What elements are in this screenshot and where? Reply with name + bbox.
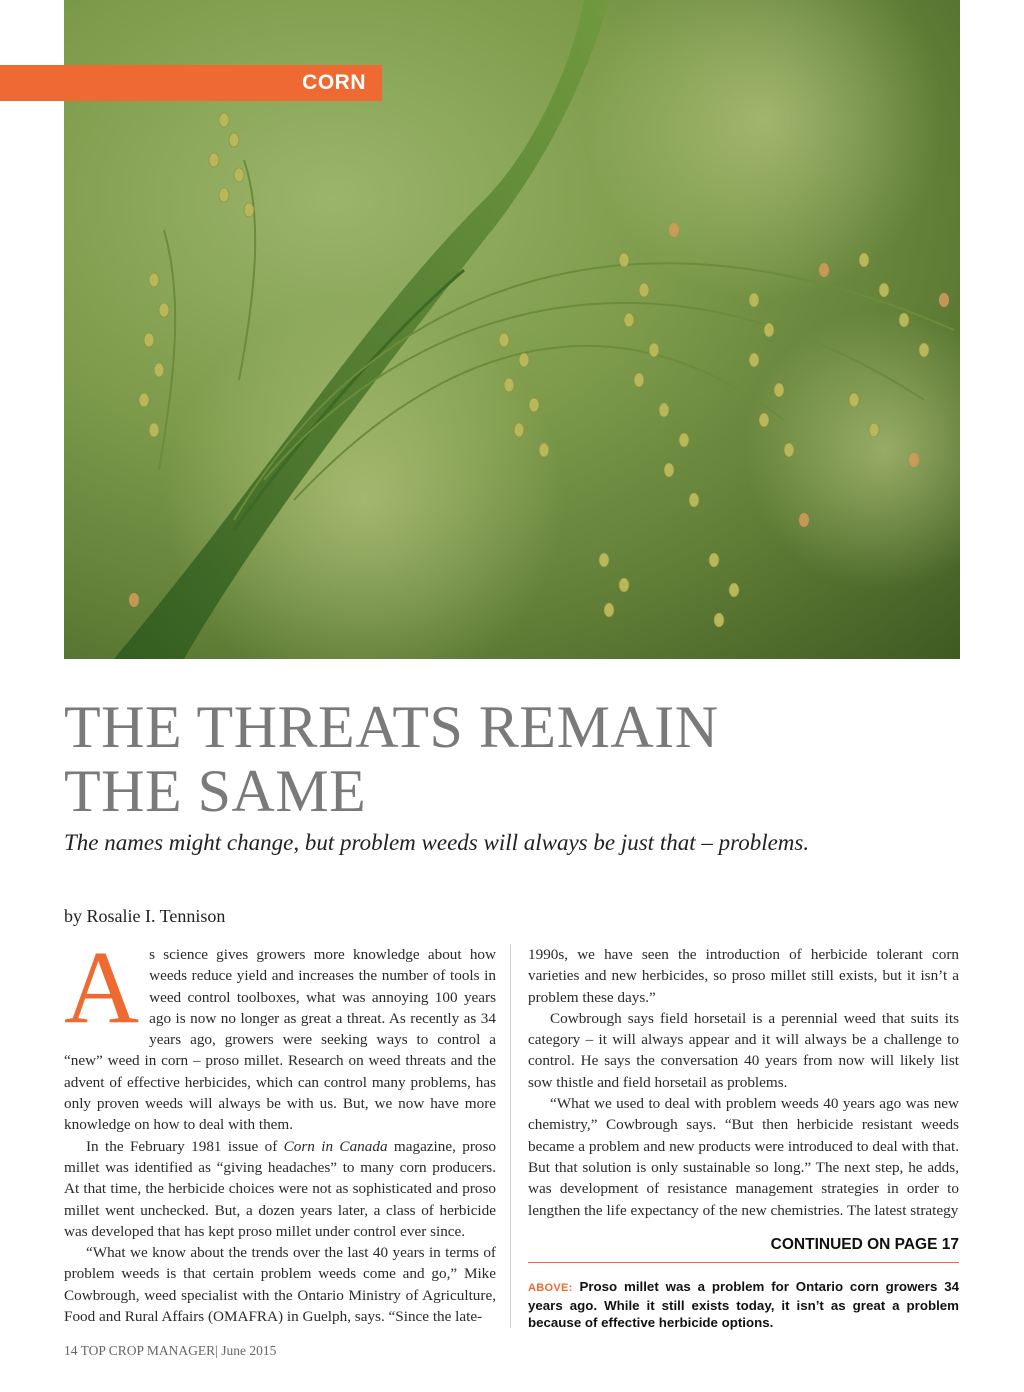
byline: by Rosalie I. Tennison (64, 906, 226, 926)
photo-caption (528, 1278, 959, 1331)
paragraph-2 (64, 1136, 496, 1242)
article-title (64, 695, 964, 823)
title-line-2: THE SAME (64, 758, 367, 824)
paragraph-2-before: In the February 1981 issue of (86, 1137, 284, 1155)
continued-rule (528, 1262, 959, 1263)
paragraph-2-after: magazine, proso millet was identified as “giving headaches” to many corn producers. At that time, the herbicide choices were not as sophisticated and proso millet went unchecked. But, a dozen years later, a class of herbicide was developed that has kept proso millet under control ever since. (64, 1137, 497, 1240)
page-number: 14 (64, 1343, 78, 1358)
paragraph-1 (64, 930, 496, 1136)
column-divider (510, 944, 511, 1328)
title-line-1: THE THREATS REMAIN (64, 694, 719, 760)
publication-name: TOP CROP MANAGER (80, 1343, 216, 1358)
magazine-name: Corn in Canada (283, 1137, 388, 1155)
caption-lead: ABOVE: (528, 1282, 573, 1294)
body-column-right (528, 944, 959, 1221)
footer-separator: | (215, 1343, 218, 1358)
body-column-left (64, 930, 497, 1327)
section-tag (0, 65, 382, 101)
paragraph-1-text: s science gives growers more knowledge about how weeds reduce yield and increases the number of tools in weed control toolboxes, what was annoying 100 years ago is now no longer as great a threat. As recently as 34 years ago, growers were seeking ways to control a “new” weed in corn – proso millet. Research on weed threats and the advent of effective herbicides, which can control many problems, has only proven weeds will always be with us. But, we now have more knowledge on how to deal with them. (64, 946, 496, 1134)
article-subtitle: The names might change, but problem weeds will always be just that – problems. (64, 830, 810, 855)
caption-text: Proso millet was a problem for Ontario corn growers 34 years ago. While it still exists today, it isn’t as great a problem because of effective herbicide options. (528, 1279, 959, 1330)
paragraph-5: Cowbrough says field horsetail is a perennial weed that suits its category – it will always appear and it will always be a challenge to control. He says the conversation 40 years from now will likely list sow thistle and field horsetail as problems. (528, 1009, 959, 1091)
page-footer (64, 1343, 276, 1359)
continued-link[interactable]: CONTINUED ON PAGE 17 (770, 1236, 959, 1253)
paragraph-3: “What we know about the trends over the last 40 years in terms of problem weeds is that certain problem weeds come and go,” Mike Cowbrough, weed specialist with the Ontario Ministry of Agriculture, Food and Rural Affairs (OMAFRA) in Guelph, says. “Since the late- (64, 1244, 496, 1326)
drop-cap: A (64, 930, 140, 1045)
section-label: CORN (302, 71, 366, 94)
issue-date: June 2015 (221, 1343, 277, 1358)
paragraph-6: “What we used to deal with problem weeds 40 years ago was new chemistry,” Cowbrough says. “But then herbicide resistant weeds became a problem and new products were introduced to deal with that. But that solution is only sustainable so long.” The next step, he adds, was development of resistance management strategies in order to lengthen the life expectancy of the new chemistries. The latest strategy (528, 1095, 959, 1219)
paragraph-4: 1990s, we have seen the introduction of herbicide tolerant corn varieties and new herbicides, so proso millet still exists, but it isn’t a problem these days.” (528, 946, 959, 1006)
